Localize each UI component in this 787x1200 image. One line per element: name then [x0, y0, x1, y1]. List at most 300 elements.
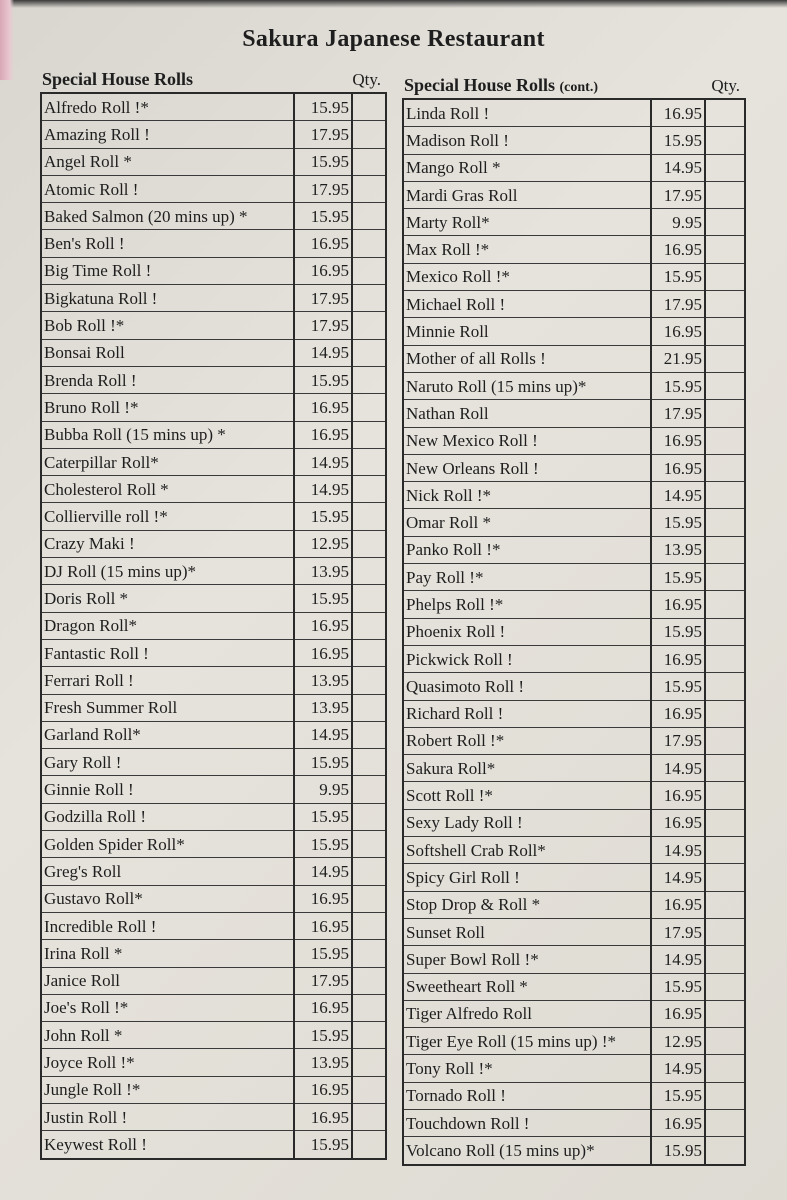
menu-row [403, 181, 745, 208]
item-price: 15.95 [651, 1082, 705, 1109]
qty-cell[interactable] [705, 536, 745, 563]
item-name: Naruto Roll (15 mins up)* [403, 372, 651, 399]
menu-row [403, 482, 745, 509]
item-price: 17.95 [294, 967, 352, 994]
item-price: 15.95 [651, 673, 705, 700]
menu-row [41, 639, 386, 666]
qty-cell[interactable] [352, 940, 386, 967]
menu-row [403, 918, 745, 945]
qty-cell[interactable] [705, 973, 745, 1000]
qty-cell[interactable] [705, 1000, 745, 1027]
item-price: 15.95 [294, 940, 352, 967]
item-name: Amazing Roll ! [41, 121, 294, 148]
qty-cell[interactable] [352, 1049, 386, 1076]
menu-row [41, 994, 386, 1021]
item-price: 14.95 [651, 755, 705, 782]
item-name: Quasimoto Roll ! [403, 673, 651, 700]
menu-row [403, 673, 745, 700]
qty-cell[interactable] [352, 203, 386, 230]
item-price: 13.95 [294, 667, 352, 694]
item-price: 17.95 [651, 918, 705, 945]
menu-row [41, 667, 386, 694]
left-column [40, 68, 385, 1160]
item-name: Ben's Roll ! [41, 230, 294, 257]
item-price: 9.95 [294, 776, 352, 803]
item-name: Janice Roll [41, 967, 294, 994]
item-name: Baked Salmon (20 mins up) * [41, 203, 294, 230]
item-name: Volcano Roll (15 mins up)* [403, 1137, 651, 1165]
menu-row [403, 1055, 745, 1082]
item-name: Angel Roll * [41, 148, 294, 175]
menu-row [403, 318, 745, 345]
menu-row [403, 618, 745, 645]
menu-row [41, 967, 386, 994]
item-name: Caterpillar Roll* [41, 448, 294, 475]
item-price: 15.95 [651, 564, 705, 591]
item-name: DJ Roll (15 mins up)* [41, 558, 294, 585]
qty-cell[interactable] [705, 1055, 745, 1082]
item-price: 15.95 [294, 148, 352, 175]
item-price: 15.95 [651, 127, 705, 154]
menu-row [41, 339, 386, 366]
menu-row [41, 612, 386, 639]
item-price: 14.95 [294, 339, 352, 366]
menu-row [41, 312, 386, 339]
right-column [402, 74, 744, 1166]
item-name: Super Bowl Roll !* [403, 946, 651, 973]
item-price: 16.95 [651, 427, 705, 454]
menu-row [403, 1000, 745, 1027]
menu-row [41, 421, 386, 448]
left-column-header [40, 68, 385, 92]
item-price: 17.95 [294, 285, 352, 312]
item-price: 15.95 [294, 203, 352, 230]
qty-cell[interactable] [705, 837, 745, 864]
item-price: 14.95 [294, 858, 352, 885]
qty-cell[interactable] [705, 209, 745, 236]
item-name: Justin Roll ! [41, 1103, 294, 1130]
item-price: 16.95 [651, 236, 705, 263]
menu-row [41, 503, 386, 530]
qty-cell[interactable] [352, 394, 386, 421]
qty-cell[interactable] [705, 454, 745, 481]
menu-row [403, 154, 745, 181]
item-price: 21.95 [651, 345, 705, 372]
qty-cell[interactable] [352, 1076, 386, 1103]
item-price: 16.95 [294, 612, 352, 639]
item-price: 16.95 [651, 1000, 705, 1027]
qty-cell[interactable] [705, 1109, 745, 1136]
item-name: Bubba Roll (15 mins up) * [41, 421, 294, 448]
menu-row [403, 263, 745, 290]
menu-row [403, 236, 745, 263]
qty-cell[interactable] [705, 345, 745, 372]
item-name: Joe's Roll !* [41, 994, 294, 1021]
item-price: 16.95 [651, 1109, 705, 1136]
item-name: Minnie Roll [403, 318, 651, 345]
left-qty-label: Qty. [352, 70, 381, 89]
menu-row [41, 1131, 386, 1159]
item-name: Tiger Eye Roll (15 mins up) !* [403, 1028, 651, 1055]
qty-cell[interactable] [352, 1022, 386, 1049]
page-title: Sakura Japanese Restaurant [242, 26, 545, 52]
item-price: 16.95 [651, 99, 705, 127]
menu-row [403, 564, 745, 591]
item-price: 16.95 [294, 1076, 352, 1103]
qty-cell[interactable] [352, 148, 386, 175]
item-name: Panko Roll !* [403, 536, 651, 563]
qty-cell[interactable] [352, 257, 386, 284]
item-price: 17.95 [651, 291, 705, 318]
menu-row [41, 1103, 386, 1130]
item-name: Spicy Girl Roll ! [403, 864, 651, 891]
menu-row [41, 831, 386, 858]
item-price: 15.95 [651, 509, 705, 536]
item-price: 14.95 [651, 837, 705, 864]
item-price: 13.95 [294, 558, 352, 585]
right-column-header [402, 74, 744, 98]
qty-cell[interactable] [705, 809, 745, 836]
item-price: 15.95 [294, 93, 352, 121]
qty-cell[interactable] [352, 503, 386, 530]
item-price: 17.95 [651, 181, 705, 208]
item-name: Touchdown Roll ! [403, 1109, 651, 1136]
qty-cell[interactable] [705, 318, 745, 345]
item-price: 15.95 [294, 503, 352, 530]
qty-cell[interactable] [705, 181, 745, 208]
item-name: Cholesterol Roll * [41, 476, 294, 503]
qty-cell[interactable] [705, 400, 745, 427]
menu-row [403, 1028, 745, 1055]
qty-cell[interactable] [352, 994, 386, 1021]
item-price: 16.95 [294, 421, 352, 448]
menu-row [403, 400, 745, 427]
qty-cell[interactable] [705, 645, 745, 672]
item-name: Max Roll !* [403, 236, 651, 263]
left-heading: Special House Rolls [42, 69, 194, 89]
item-price: 16.95 [651, 318, 705, 345]
qty-cell[interactable] [705, 263, 745, 290]
qty-cell[interactable] [705, 1028, 745, 1055]
item-price: 15.95 [651, 618, 705, 645]
item-price: 16.95 [651, 591, 705, 618]
right-menu-table [402, 98, 746, 1166]
item-price: 17.95 [651, 727, 705, 754]
qty-cell[interactable] [705, 864, 745, 891]
menu-row [41, 203, 386, 230]
item-price: 16.95 [294, 1103, 352, 1130]
item-price: 13.95 [651, 536, 705, 563]
item-name: Gustavo Roll* [41, 885, 294, 912]
menu-row [403, 291, 745, 318]
qty-cell[interactable] [352, 312, 386, 339]
menu-row [403, 755, 745, 782]
qty-cell[interactable] [705, 918, 745, 945]
menu-row [41, 148, 386, 175]
item-price: 15.95 [294, 803, 352, 830]
item-name: Linda Roll ! [403, 99, 651, 127]
menu-row [403, 727, 745, 754]
item-price: 17.95 [294, 175, 352, 202]
item-price: 16.95 [294, 912, 352, 939]
qty-cell[interactable] [705, 727, 745, 754]
item-name: Sexy Lady Roll ! [403, 809, 651, 836]
menu-row [41, 721, 386, 748]
qty-cell[interactable] [705, 564, 745, 591]
qty-cell[interactable] [705, 427, 745, 454]
item-price: 16.95 [294, 394, 352, 421]
qty-cell[interactable] [352, 421, 386, 448]
menu-row [41, 749, 386, 776]
qty-cell[interactable] [705, 700, 745, 727]
menu-row [41, 285, 386, 312]
menu-row [41, 394, 386, 421]
qty-cell[interactable] [705, 127, 745, 154]
item-price: 16.95 [294, 257, 352, 284]
qty-cell[interactable] [352, 121, 386, 148]
item-name: Softshell Crab Roll* [403, 837, 651, 864]
qty-cell[interactable] [352, 612, 386, 639]
qty-cell[interactable] [705, 946, 745, 973]
item-name: Ferrari Roll ! [41, 667, 294, 694]
item-price: 13.95 [294, 694, 352, 721]
menu-row [403, 454, 745, 481]
item-name: Gary Roll ! [41, 749, 294, 776]
item-price: 14.95 [294, 476, 352, 503]
item-name: Brenda Roll ! [41, 366, 294, 393]
qty-cell[interactable] [705, 1082, 745, 1109]
item-name: Bob Roll !* [41, 312, 294, 339]
item-name: Nathan Roll [403, 400, 651, 427]
item-price: 15.95 [294, 1022, 352, 1049]
item-price: 14.95 [651, 154, 705, 181]
item-price: 15.95 [294, 831, 352, 858]
qty-cell[interactable] [705, 482, 745, 509]
item-name: Keywest Roll ! [41, 1131, 294, 1159]
qty-cell[interactable] [352, 1131, 386, 1159]
qty-cell[interactable] [352, 639, 386, 666]
item-price: 9.95 [651, 209, 705, 236]
item-name: Scott Roll !* [403, 782, 651, 809]
qty-cell[interactable] [352, 230, 386, 257]
qty-cell[interactable] [352, 476, 386, 503]
menu-row [403, 946, 745, 973]
item-name: Atomic Roll ! [41, 175, 294, 202]
item-name: Mardi Gras Roll [403, 181, 651, 208]
qty-cell[interactable] [705, 891, 745, 918]
item-name: Joyce Roll !* [41, 1049, 294, 1076]
menu-row [41, 776, 386, 803]
item-name: Tony Roll !* [403, 1055, 651, 1082]
right-heading: Special House Rolls [404, 75, 556, 95]
qty-cell[interactable] [705, 509, 745, 536]
item-price: 15.95 [651, 263, 705, 290]
item-name: Madison Roll ! [403, 127, 651, 154]
item-price: 16.95 [294, 994, 352, 1021]
qty-cell[interactable] [705, 782, 745, 809]
qty-cell[interactable] [352, 831, 386, 858]
qty-cell[interactable] [705, 673, 745, 700]
item-price: 15.95 [294, 366, 352, 393]
menu-row [403, 99, 745, 127]
item-name: Incredible Roll ! [41, 912, 294, 939]
item-price: 16.95 [651, 454, 705, 481]
item-name: Bonsai Roll [41, 339, 294, 366]
right-heading-suffix: (cont.) [559, 80, 599, 95]
qty-cell[interactable] [352, 694, 386, 721]
item-price: 14.95 [651, 946, 705, 973]
item-price: 13.95 [294, 1049, 352, 1076]
qty-cell[interactable] [352, 967, 386, 994]
item-price: 15.95 [294, 749, 352, 776]
menu-row [403, 345, 745, 372]
qty-cell[interactable] [705, 236, 745, 263]
menu-row [403, 782, 745, 809]
menu-row [403, 837, 745, 864]
menu-row [403, 645, 745, 672]
menu-row [403, 809, 745, 836]
menu-row [403, 973, 745, 1000]
menu-row [403, 1082, 745, 1109]
qty-cell[interactable] [352, 366, 386, 393]
menu-row [41, 530, 386, 557]
menu-row [403, 891, 745, 918]
item-price: 12.95 [651, 1028, 705, 1055]
item-price: 14.95 [651, 1055, 705, 1082]
item-price: 15.95 [294, 585, 352, 612]
item-name: Jungle Roll !* [41, 1076, 294, 1103]
item-name: Garland Roll* [41, 721, 294, 748]
qty-cell[interactable] [705, 372, 745, 399]
qty-cell[interactable] [352, 175, 386, 202]
item-price: 14.95 [651, 864, 705, 891]
qty-cell[interactable] [352, 285, 386, 312]
menu-row [403, 509, 745, 536]
menu-row [403, 1109, 745, 1136]
item-name: Mother of all Rolls ! [403, 345, 651, 372]
qty-cell[interactable] [352, 803, 386, 830]
item-name: Fantastic Roll ! [41, 639, 294, 666]
item-price: 16.95 [651, 645, 705, 672]
qty-cell[interactable] [705, 618, 745, 645]
item-name: Alfredo Roll !* [41, 93, 294, 121]
item-price: 16.95 [651, 700, 705, 727]
qty-cell[interactable] [705, 1137, 745, 1165]
menu-row [41, 175, 386, 202]
qty-cell[interactable] [352, 558, 386, 585]
item-price: 16.95 [651, 809, 705, 836]
qty-cell[interactable] [352, 776, 386, 803]
item-name: Mexico Roll !* [403, 263, 651, 290]
menu-row [41, 585, 386, 612]
item-name: Sweetheart Roll * [403, 973, 651, 1000]
menu-row [41, 448, 386, 475]
item-name: Sunset Roll [403, 918, 651, 945]
menu-row [41, 694, 386, 721]
qty-cell[interactable] [352, 448, 386, 475]
qty-cell[interactable] [352, 530, 386, 557]
qty-cell[interactable] [705, 755, 745, 782]
right-heading-wrap [404, 75, 598, 96]
item-price: 14.95 [294, 448, 352, 475]
menu-row [41, 803, 386, 830]
qty-cell[interactable] [352, 885, 386, 912]
item-price: 16.95 [651, 891, 705, 918]
item-name: Collierville roll !* [41, 503, 294, 530]
menu-row [41, 940, 386, 967]
item-price: 14.95 [651, 482, 705, 509]
qty-cell[interactable] [705, 291, 745, 318]
item-name: Crazy Maki ! [41, 530, 294, 557]
menu-row [403, 1137, 745, 1165]
item-name: Big Time Roll ! [41, 257, 294, 284]
item-name: Bigkatuna Roll ! [41, 285, 294, 312]
menu-row [41, 912, 386, 939]
qty-cell[interactable] [352, 749, 386, 776]
menu-row [41, 121, 386, 148]
qty-cell[interactable] [705, 591, 745, 618]
menu-row [403, 427, 745, 454]
item-name: Marty Roll* [403, 209, 651, 236]
item-price: 16.95 [294, 885, 352, 912]
item-price: 15.95 [294, 1131, 352, 1159]
menu-row [41, 366, 386, 393]
item-name: Tiger Alfredo Roll [403, 1000, 651, 1027]
menu-row [41, 230, 386, 257]
menu-row [41, 257, 386, 284]
qty-cell[interactable] [352, 93, 386, 121]
qty-cell[interactable] [352, 667, 386, 694]
item-name: New Mexico Roll ! [403, 427, 651, 454]
item-name: Tornado Roll ! [403, 1082, 651, 1109]
qty-cell[interactable] [705, 154, 745, 181]
qty-cell[interactable] [705, 99, 745, 127]
menu-row [41, 1076, 386, 1103]
qty-cell[interactable] [352, 1103, 386, 1130]
menu-row [403, 864, 745, 891]
qty-cell[interactable] [352, 912, 386, 939]
menu-row [41, 93, 386, 121]
item-price: 17.95 [651, 400, 705, 427]
menu-row [403, 127, 745, 154]
right-qty-label: Qty. [711, 76, 740, 95]
item-name: Sakura Roll* [403, 755, 651, 782]
item-name: Michael Roll ! [403, 291, 651, 318]
menu-row [41, 476, 386, 503]
item-name: John Roll * [41, 1022, 294, 1049]
qty-cell[interactable] [352, 721, 386, 748]
item-price: 17.95 [294, 312, 352, 339]
qty-cell[interactable] [352, 339, 386, 366]
left-menu-table [40, 92, 387, 1160]
item-name: Pay Roll !* [403, 564, 651, 591]
item-name: Pickwick Roll ! [403, 645, 651, 672]
menu-row [403, 591, 745, 618]
item-price: 12.95 [294, 530, 352, 557]
item-name: Robert Roll !* [403, 727, 651, 754]
item-name: Dragon Roll* [41, 612, 294, 639]
item-price: 16.95 [651, 782, 705, 809]
qty-cell[interactable] [352, 858, 386, 885]
menu-row [41, 1049, 386, 1076]
item-price: 15.95 [651, 1137, 705, 1165]
item-name: Nick Roll !* [403, 482, 651, 509]
qty-cell[interactable] [352, 585, 386, 612]
item-price: 17.95 [294, 121, 352, 148]
menu-row [403, 372, 745, 399]
item-name: Phoenix Roll ! [403, 618, 651, 645]
item-name: Greg's Roll [41, 858, 294, 885]
